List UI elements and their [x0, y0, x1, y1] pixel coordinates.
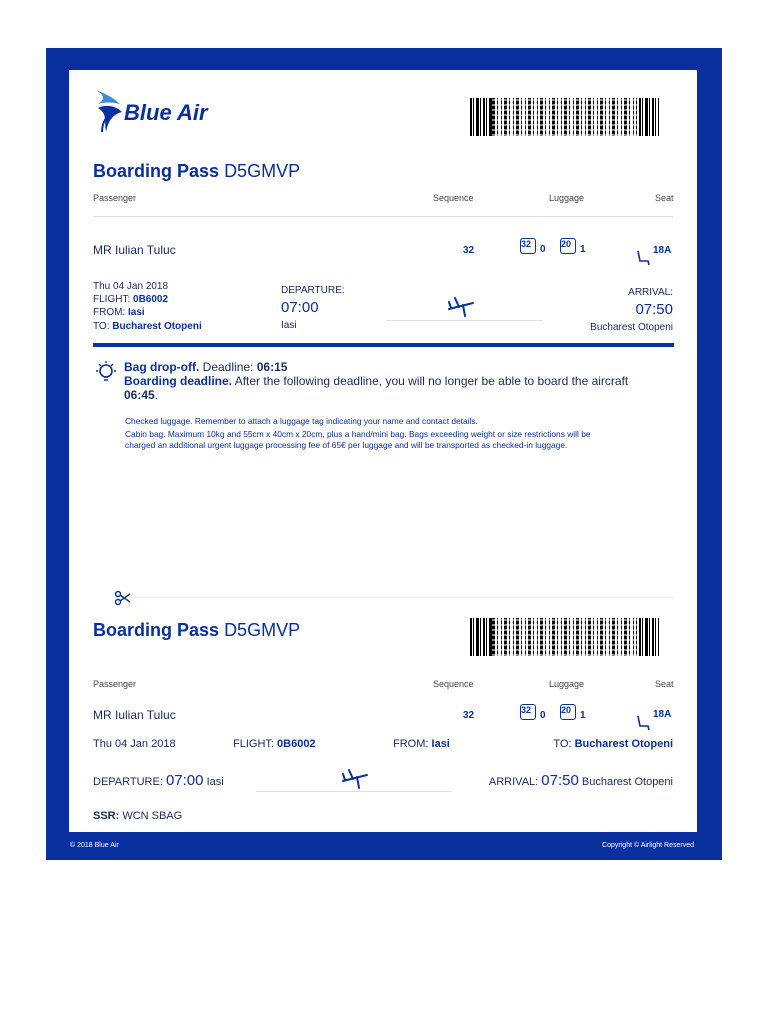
checked-luggage — [520, 704, 550, 722]
cabin-luggage — [560, 238, 590, 256]
checked-weight: 32 — [521, 705, 532, 715]
seat-header: Seat — [655, 193, 674, 203]
departure-label: DEPARTURE: — [281, 285, 345, 296]
bag-drop-row — [124, 360, 287, 374]
departure-label: DEPARTURE: — [93, 776, 163, 788]
route-line — [387, 320, 543, 321]
lightbulb-icon — [94, 361, 118, 383]
arrival-city: Bucharest Otopeni — [581, 776, 673, 788]
barcode-icon — [470, 618, 659, 656]
sequence-value: 32 — [463, 710, 475, 721]
arrival-row — [489, 772, 673, 789]
seat-value: 18A — [653, 709, 672, 720]
ssr-value: WCN SBAG — [122, 810, 183, 822]
from-city: Iasi — [431, 738, 450, 750]
sequence-header: Sequence — [433, 193, 474, 203]
barcode-icon — [470, 98, 659, 136]
cabin-count: 1 — [580, 244, 586, 255]
luggage-header: Luggage — [549, 679, 585, 689]
page-title — [93, 161, 300, 182]
pass-title: Boarding Pass — [93, 161, 220, 181]
booking-code: D5GMVP — [224, 161, 301, 181]
flight-number-row — [233, 738, 316, 750]
departure-row — [93, 772, 224, 789]
from-row — [93, 307, 145, 318]
pass-title: Boarding Pass — [93, 620, 220, 640]
to-label: TO: — [93, 321, 110, 332]
from-city: Iasi — [128, 307, 145, 318]
section-divider — [93, 343, 674, 347]
flight-label: FLIGHT: — [233, 738, 274, 750]
cabin-bag-note-2: charged an additional urgent luggage processing fee of 65€ per luggage and will be transported as checked-in luggage. — [125, 440, 568, 450]
sequence-header: Sequence — [433, 679, 474, 689]
page-title-stub — [93, 620, 300, 641]
checked-count: 0 — [540, 244, 546, 255]
cabin-count: 1 — [580, 710, 586, 721]
bag-drop-time: 06:15 — [256, 360, 288, 374]
cabin-bag-note-1: Cabin bag. Maximum 10kg and 55cm x 40cm x 20cm, plus a hand/mini bag. Bags exceeding weight or size restrictions will be — [125, 429, 591, 439]
to-city: Bucharest Otopeni — [574, 738, 673, 750]
boarding-time-row: 06:45. — [124, 388, 159, 402]
footer-left: © 2018 Blue Air — [70, 842, 119, 849]
cut-line — [134, 597, 674, 598]
booking-code: D5GMVP — [224, 620, 301, 640]
from-label: FROM: — [393, 738, 429, 750]
boarding-deadline-label: Boarding deadline. — [124, 374, 233, 388]
seat-value: 18A — [653, 245, 672, 256]
deadline-label: Deadline: — [202, 360, 254, 374]
checked-count: 0 — [540, 710, 546, 721]
departure-city: Iasi — [206, 776, 224, 788]
flight-number: 0B6002 — [277, 738, 316, 750]
from-row — [393, 738, 450, 750]
brand-name: Blue Air — [124, 100, 208, 125]
blue-air-logo — [92, 86, 262, 136]
departure-time: 07:00 — [281, 299, 319, 316]
scissors-icon — [114, 590, 132, 606]
to-label: TO: — [553, 738, 572, 750]
flight-date: Thu 04 Jan 2018 — [93, 281, 169, 292]
flight-number: 0B6002 — [133, 294, 169, 305]
sequence-value: 32 — [463, 245, 475, 256]
arrival-label: ARRIVAL: — [628, 287, 673, 298]
ssr-label: SSR: — [93, 810, 120, 822]
passenger-header: Passenger — [93, 193, 137, 203]
to-city: Bucharest Otopeni — [112, 321, 202, 332]
to-row — [553, 738, 673, 750]
arrival-time: 07:50 — [541, 772, 579, 789]
checked-luggage-note: Checked luggage. Remember to attach a luggage tag indicating your name and contact details. — [125, 416, 478, 426]
seat-header: Seat — [655, 679, 674, 689]
flight-date: Thu 04 Jan 2018 — [93, 738, 176, 750]
cabin-luggage — [560, 704, 590, 722]
departure-time: 07:00 — [165, 772, 204, 789]
passenger-name: MR Iulian Tuluc — [93, 243, 176, 257]
luggage-header: Luggage — [549, 193, 585, 203]
seat-icon — [634, 714, 652, 732]
departure-city: Iasi — [281, 320, 297, 331]
passenger-name: MR Iulian Tuluc — [93, 708, 176, 722]
to-row — [93, 321, 202, 332]
boarding-deadline-text: After the following deadline, you will no longer be able to board the aircraft — [234, 374, 629, 388]
cabin-weight: 20 — [561, 239, 572, 249]
arrival-label: ARRIVAL: — [488, 776, 539, 788]
checked-luggage — [520, 238, 550, 256]
checked-weight: 32 — [521, 239, 532, 249]
route-line — [256, 791, 452, 792]
divider — [93, 216, 673, 217]
seat-icon — [634, 249, 652, 267]
arrival-time: 07:50 — [635, 301, 673, 318]
from-label: FROM: — [93, 307, 126, 318]
boarding-deadline-row — [124, 374, 628, 388]
flight-label: FLIGHT: — [93, 294, 131, 305]
arrival-city: Bucharest Otopeni — [590, 322, 673, 333]
plane-icon — [341, 768, 369, 790]
boarding-time: 06:45 — [124, 388, 155, 402]
plane-icon — [447, 296, 475, 318]
ssr-row — [93, 810, 182, 822]
flight-number-row — [93, 294, 168, 305]
passenger-header: Passenger — [93, 679, 137, 689]
bag-drop-label: Bag drop-off. — [124, 360, 200, 374]
footer-right: Copyright © Airlight Reserved — [602, 842, 694, 849]
cabin-weight: 20 — [561, 705, 572, 715]
